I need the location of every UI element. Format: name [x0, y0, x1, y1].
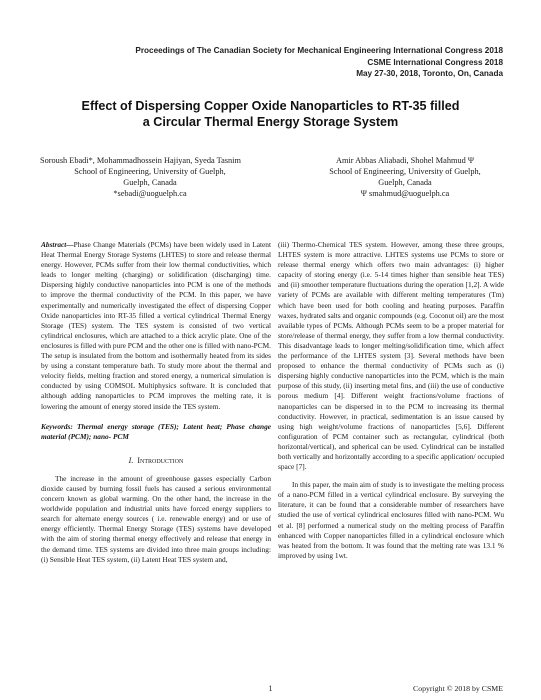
- left-column: [41, 240, 271, 565]
- email-left: *sebadi@uoguelph.ca: [113, 189, 187, 198]
- email-right: Ψ smahmud@uoguelph.ca: [360, 189, 450, 198]
- section-heading: [41, 456, 271, 466]
- author-block-right: [310, 155, 500, 199]
- abstract-text: Phase Change Materials (PCMs) have been widely used in Latent Heat Thermal Energy Storage Systems (LHTES) to store and release thermal energy. However, PCMs suffer from their low thermal conductivities, which leads to longer melting (charging) or solidification (discharging) time. Dispersing highly conductive nanoparticles into PCM is one of the methods to improve the thermal conductivity of the PCM. In this paper, we have experimentally and numerically investigated the effect of dispersing Copper Oxide nanoparticles into RT-35 filled a vertical cylindrical Thermal Energy Storage (TES) system. The TES system is consisted of two vertical cylindrical enclosures, which are attached to a thick acrylic plate. One of the enclosures is filled with pure PCM and the other one is filled with nano-PCM. The setup is insulated from the bottom and isothermally heated from its sides by using a constant temperature bath. To study more about the thermal and velocity fields, melting fraction and stored energy, a numerical simulation is conducted by using COMSOL Multiphysics software. It is concluded that although adding nanoparticles to PCM improves the melting rate, it is lowering the amount of energy stored inside the TES system.: [41, 240, 271, 411]
- keywords: Keywords: Thermal energy storage (TES); Latent heat; Phase change material (PCM); nano- PCM: [41, 421, 271, 441]
- conference-date: May 27-30, 2018, Toronto, On, Canada: [356, 69, 503, 78]
- author-names-right: Amir Abbas Aliabadi, Shohel Mahmud Ψ: [336, 156, 474, 165]
- conference-name: Proceedings of The Canadian Society for Mechanical Engineering International Congress 2018: [135, 46, 503, 55]
- intro-paragraph-3: In this paper, the main aim of study is to investigate the melting process of a nano-PCM filled in a vertical cylindrical enclosure. By surveying the literature, it can be found that a considerable number of researchers have studied the use of vertical cylindrical enclosures filled with nano-PCM. Wu et al. [8] performed a numerical study on the melting process of Paraffin enhanced with Copper nanoparticles filled in a cylindrical enclosure which was heated from the bottom. It was found that the melting rate was 13.1 % improved by using 1wt.: [278, 480, 504, 560]
- city-right: Guelph, Canada: [378, 178, 432, 187]
- abstract-dash: —: [66, 240, 74, 249]
- title-line-1: Effect of Dispersing Copper Oxide Nanoparticles to RT-35 filled: [81, 99, 460, 113]
- author-block-left: [40, 155, 260, 199]
- intro-paragraph-1: The increase in the amount of greenhouse gasses especially Carbon dioxide caused by burning fossil fuels has caused a serious environmental concern known as global warming. On the other hand, the increase in the worldwide population and industrial units have forced energy suppliers to search for alternate energy sources ( i.e. renewable energy) and or use of energy efficiently. Thermal Energy Storage (TES) systems have developed with the aim of storing thermal energy effectively and release that energy in the demand time. TES systems are divided into three main groups including: (i) Sensible Heat TES system, (ii) Latent Heat TES system and,: [41, 473, 271, 564]
- city-left: Guelph, Canada: [123, 178, 177, 187]
- conference-header: [135, 45, 503, 80]
- copyright-notice: Copyright © 2018 by CSME: [413, 684, 503, 693]
- title-line-2: a Circular Thermal Energy Storage System: [142, 115, 399, 129]
- congress-name: CSME International Congress 2018: [367, 57, 503, 67]
- right-column: [278, 240, 504, 561]
- section-number: I.: [128, 455, 134, 465]
- paper-title: [40, 98, 501, 130]
- section-title: Introduction: [137, 455, 184, 465]
- page-number: 1: [268, 684, 273, 693]
- abstract: [41, 240, 271, 412]
- affiliation-left: School of Engineering, University of Guelph,: [74, 167, 226, 176]
- author-names-left: Soroush Ebadi*, Mohammadhossein Hajiyan, Syeda Tasnim: [40, 156, 241, 165]
- intro-paragraph-2: (iii) Thermo-Chemical TES system. However, among these three groups, LHTES system is more attractive. LHTES systems use PCMs to store or release thermal energy which offers two main advantages: (i) higher capacity of storing energy (i.e. 5-14 times higher than sensible heat TES) and (ii) smoother temperature fluctuations during the operation [1,2]. A wide variety of PCMs are available with different melting temperatures (Tm) which have been used for both cooling and heating purposes. Paraffin waxes, hydrated salts and organic compounds (e.g. Coconut oil) are the most available types of PCMs. Although PCMs seem to be a proper material for store/release of thermal energy, they suffer from a low thermal conductivity. This disadvantage leads to longer melting/solidification time, which affect the performance of the LHTES system [3]. Several methods have been proposed to enhance the thermal conductivity of PCMs such as (i) dispersing highly conductive nanoparticles into the PCM, which is the main purpose of this study, (ii) inserting metal fins, and (iii) the use of conductive porous medium [4]. Different weight fractions/volume fractions of nanoparticles can be dispersed in to the PCM to increasing its thermal conductivity. However, in practical, sedimentation is an issue caused by using high weight/volume fractions of nanoparticles [5,6]. Different configuration of PCM container such as rectangular, cylindrical (both horizontal/vertical), and spherical can be used. Cylindrical can be installed both vertically and horizontally according to a specific application/ occupied space [7].: [278, 240, 504, 472]
- affiliation-right: School of Engineering, University of Guelph,: [329, 167, 481, 176]
- abstract-label: Abstract: [41, 240, 67, 249]
